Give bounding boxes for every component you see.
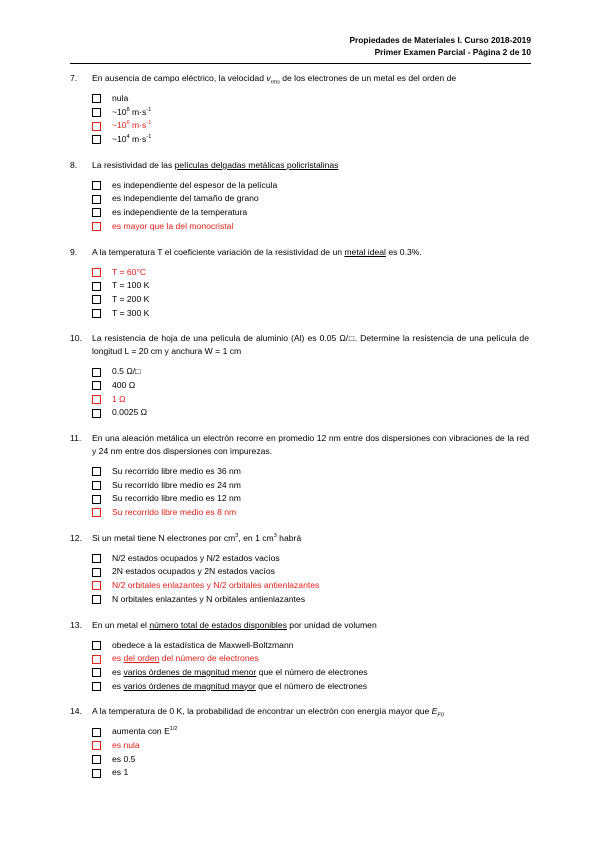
checkbox[interactable]: [92, 668, 101, 677]
question-text: A la temperatura T el coeficiente variación de la resistividad de un metal ideal es 0.3%.: [92, 246, 422, 257]
option: [92, 479, 529, 493]
checkbox[interactable]: [92, 282, 101, 291]
question-number: 9.: [70, 246, 78, 257]
checkbox[interactable]: [92, 495, 101, 504]
option: [92, 593, 529, 607]
option-label: es mayor que la del monocristal: [112, 220, 234, 231]
question-13: [70, 619, 529, 694]
option: [92, 379, 529, 393]
option: [92, 406, 529, 420]
question-text: En una aleación metálica un electrón recorre en promedio 12 nm entre dos dispersiones con vibraciones de la red y 24 nm entre dos dispersiones con impurezas.: [92, 433, 529, 456]
question-number: 14.: [70, 706, 82, 717]
checkbox[interactable]: [92, 467, 101, 476]
option: [92, 279, 529, 293]
checkbox[interactable]: [92, 381, 101, 390]
option-label: 1 Ω: [112, 393, 126, 404]
option-label: N orbitales enlazantes y N orbitales antienlazantes: [112, 593, 305, 604]
option: [92, 680, 529, 694]
option-correct: [92, 652, 529, 666]
option-correct: [92, 739, 529, 753]
option-label: es varios órdenes de magnitud menor que el número de electrones: [112, 666, 368, 677]
checkbox[interactable]: [92, 641, 101, 650]
option-correct: [92, 119, 529, 133]
checkbox[interactable]: [92, 755, 101, 764]
option: [92, 753, 529, 767]
option: [92, 179, 529, 193]
option-label: nula: [112, 93, 129, 103]
checkbox[interactable]: [92, 108, 101, 117]
question-7: [70, 72, 529, 147]
option-label: es nula: [112, 739, 140, 750]
question-text: La resistencia de hoja de una película de aluminio (Al) es 0.05 Ω/□. Determine la resistencia de una película de longitud L = 20 cm y anchura W = 1 cm: [92, 333, 529, 357]
checkbox[interactable]: [92, 682, 101, 691]
option: [92, 492, 529, 506]
option: [92, 206, 529, 220]
option-correct: [92, 220, 529, 234]
question-9: [70, 246, 529, 321]
checkbox[interactable]: [92, 122, 101, 131]
option-label: N/2 estados ocupados y N/2 estados vacíos: [112, 552, 280, 563]
option-label: T = 60°C: [112, 266, 147, 277]
option: [92, 666, 529, 680]
checkbox[interactable]: [92, 309, 101, 318]
option: [92, 307, 529, 321]
option-label: $\sim 10^8$ $m\cdot s^{-1}$: [112, 106, 152, 117]
option-label: 400 Ω: [112, 379, 136, 390]
checkbox[interactable]: [92, 741, 101, 750]
option-correct: [92, 506, 529, 520]
question-text: A la temperatura de 0 K, la probabilidad de encontrar un electrón con energía mayor que $E_{F0}$: [92, 706, 444, 719]
option: [92, 552, 529, 566]
option-label: es del orden del número de electrones: [112, 653, 259, 664]
option-label: es 0.5: [112, 753, 136, 764]
option: [92, 465, 529, 479]
option-label: es independiente del espesor de la película: [112, 179, 278, 190]
option-correct: [92, 393, 529, 407]
option-label: $\sim 10^6$ $m\cdot s^{-1}$: [112, 120, 152, 131]
exam-questions: [70, 72, 529, 792]
question-text: Si un metal tiene N electrones por $cm^3$, en 1 $cm^3$ habrá: [92, 532, 302, 543]
option-label: $\sim 10^4$ $m\cdot s^{-1}$: [112, 134, 152, 145]
question-14: [70, 705, 529, 780]
option-label: T = 300 K: [112, 307, 150, 318]
checkbox[interactable]: [92, 195, 101, 204]
question-number: 10.: [70, 333, 82, 344]
checkbox[interactable]: [92, 181, 101, 190]
checkbox[interactable]: [92, 94, 101, 103]
checkbox[interactable]: [92, 409, 101, 418]
header-divider: [70, 63, 531, 64]
option: [92, 192, 529, 206]
option: [92, 293, 529, 307]
option: [92, 565, 529, 579]
option-label: es 1: [112, 767, 129, 778]
checkbox[interactable]: [92, 481, 101, 490]
checkbox[interactable]: [92, 568, 101, 577]
checkbox[interactable]: [92, 581, 101, 590]
checkbox[interactable]: [92, 508, 101, 517]
checkbox[interactable]: [92, 728, 101, 737]
checkbox[interactable]: [92, 135, 101, 144]
checkbox[interactable]: [92, 395, 101, 404]
question-11: [70, 432, 529, 520]
course-title: Propiedades de Materiales I. Curso 2018-2019: [349, 35, 531, 45]
checkbox[interactable]: [92, 368, 101, 377]
checkbox[interactable]: [92, 268, 101, 277]
option-label: Su recorrido libre medio es 24 nm: [112, 479, 241, 490]
exam-page-info: Primer Examen Parcial - Página 2 de 10: [374, 47, 531, 57]
option-correct: [92, 579, 529, 593]
option-label: T = 100 K: [112, 280, 150, 291]
option: [92, 92, 529, 106]
option: [92, 133, 529, 147]
option: [92, 365, 529, 379]
option-label: Su recorrido libre medio es 8 nm: [112, 507, 237, 518]
page-header: [349, 34, 531, 58]
option-label: es varios órdenes de magnitud mayor que el número de electrones: [112, 680, 368, 691]
question-number: 8.: [70, 159, 78, 170]
option-label: T = 200 K: [112, 293, 150, 304]
question-text: La resistividad de las películas delgadas metálicas policristalinas: [92, 159, 339, 170]
checkbox[interactable]: [92, 554, 101, 563]
checkbox[interactable]: [92, 295, 101, 304]
option-label: obedece a la estadística de Maxwell-Boltzmann: [112, 639, 294, 650]
question-number: 7.: [70, 73, 78, 83]
option-correct: [92, 266, 529, 280]
question-text: En un metal el número total de estados disponibles por unidad de volumen: [92, 619, 377, 630]
option-label: 2N estados ocupados y 2N estados vacíos: [112, 566, 275, 577]
option-label: Su recorrido libre medio es 12 nm: [112, 493, 241, 504]
question-text: En ausencia de campo eléctrico, la velocidad $v_{rms}$ de los electrones de un metal es del orden de: [92, 73, 457, 86]
checkbox[interactable]: [92, 769, 101, 778]
checkbox[interactable]: [92, 655, 101, 664]
option-label: N/2 orbitales enlazantes y N/2 orbitales antienlazantes: [112, 580, 320, 591]
checkbox[interactable]: [92, 222, 101, 231]
option: [92, 106, 529, 120]
option-label: 0.5 Ω/□: [112, 366, 141, 377]
option-label: es independiente del tamaño de grano: [112, 193, 259, 204]
option-label: Su recorrido libre medio es 36 nm: [112, 466, 241, 476]
option: [92, 639, 529, 653]
question-12: [70, 532, 529, 607]
question-number: 13.: [70, 619, 82, 630]
option-label: aumenta con $E^{1/2}$: [112, 726, 178, 737]
option-label: 0.0025 Ω: [112, 407, 148, 418]
option: [92, 725, 529, 739]
question-8: [70, 159, 529, 234]
question-10: [70, 332, 529, 420]
checkbox[interactable]: [92, 595, 101, 604]
question-number: 11.: [70, 433, 82, 443]
question-number: 12.: [70, 532, 82, 543]
option-label: es independiente de la temperatura: [112, 207, 248, 218]
option: [92, 766, 529, 780]
checkbox[interactable]: [92, 208, 101, 217]
